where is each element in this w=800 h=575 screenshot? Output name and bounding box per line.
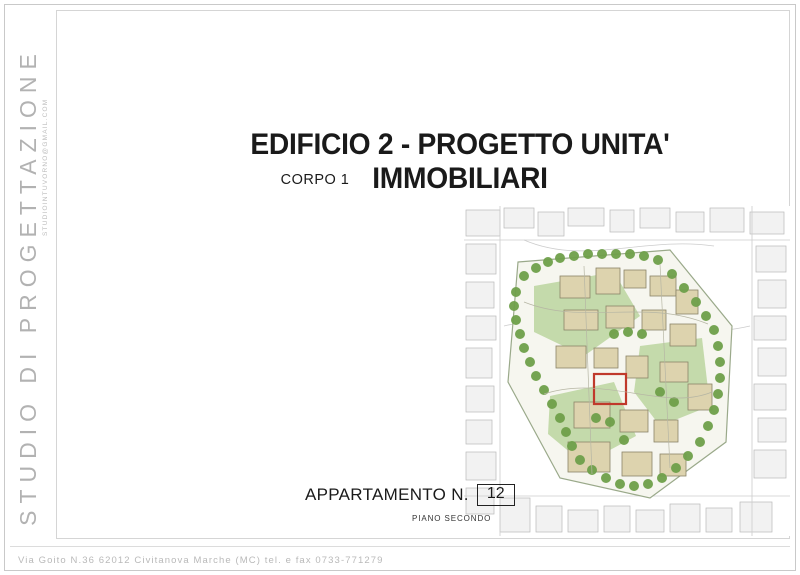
apartment-floor: PIANO SECONDO	[412, 514, 492, 523]
page-title: EDIFICIO 2 - PROGETTO UNITA' IMMOBILIARI	[250, 128, 670, 195]
left-title-band	[6, 6, 50, 569]
studio-address-footer: Via Goito N.36 62012 Civitanova Marche (MC) tel. e fax 0733-771279	[18, 555, 384, 566]
apartment-label: APPARTAMENTO N.	[305, 484, 469, 504]
studio-vertical-title-text: STUDIO DI PROGETTAZIONE	[14, 46, 41, 526]
studio-email-vertical	[32, 16, 48, 246]
watermark-text: casa	[365, 407, 464, 459]
studio-email-text: STUDIOINTUVORNO@GMAIL.COM	[42, 98, 49, 236]
footer-divider	[10, 546, 790, 547]
page-subtitle: CORPO 1	[280, 172, 350, 188]
apartment-row	[305, 484, 515, 506]
apartment-number: 12	[477, 484, 515, 506]
